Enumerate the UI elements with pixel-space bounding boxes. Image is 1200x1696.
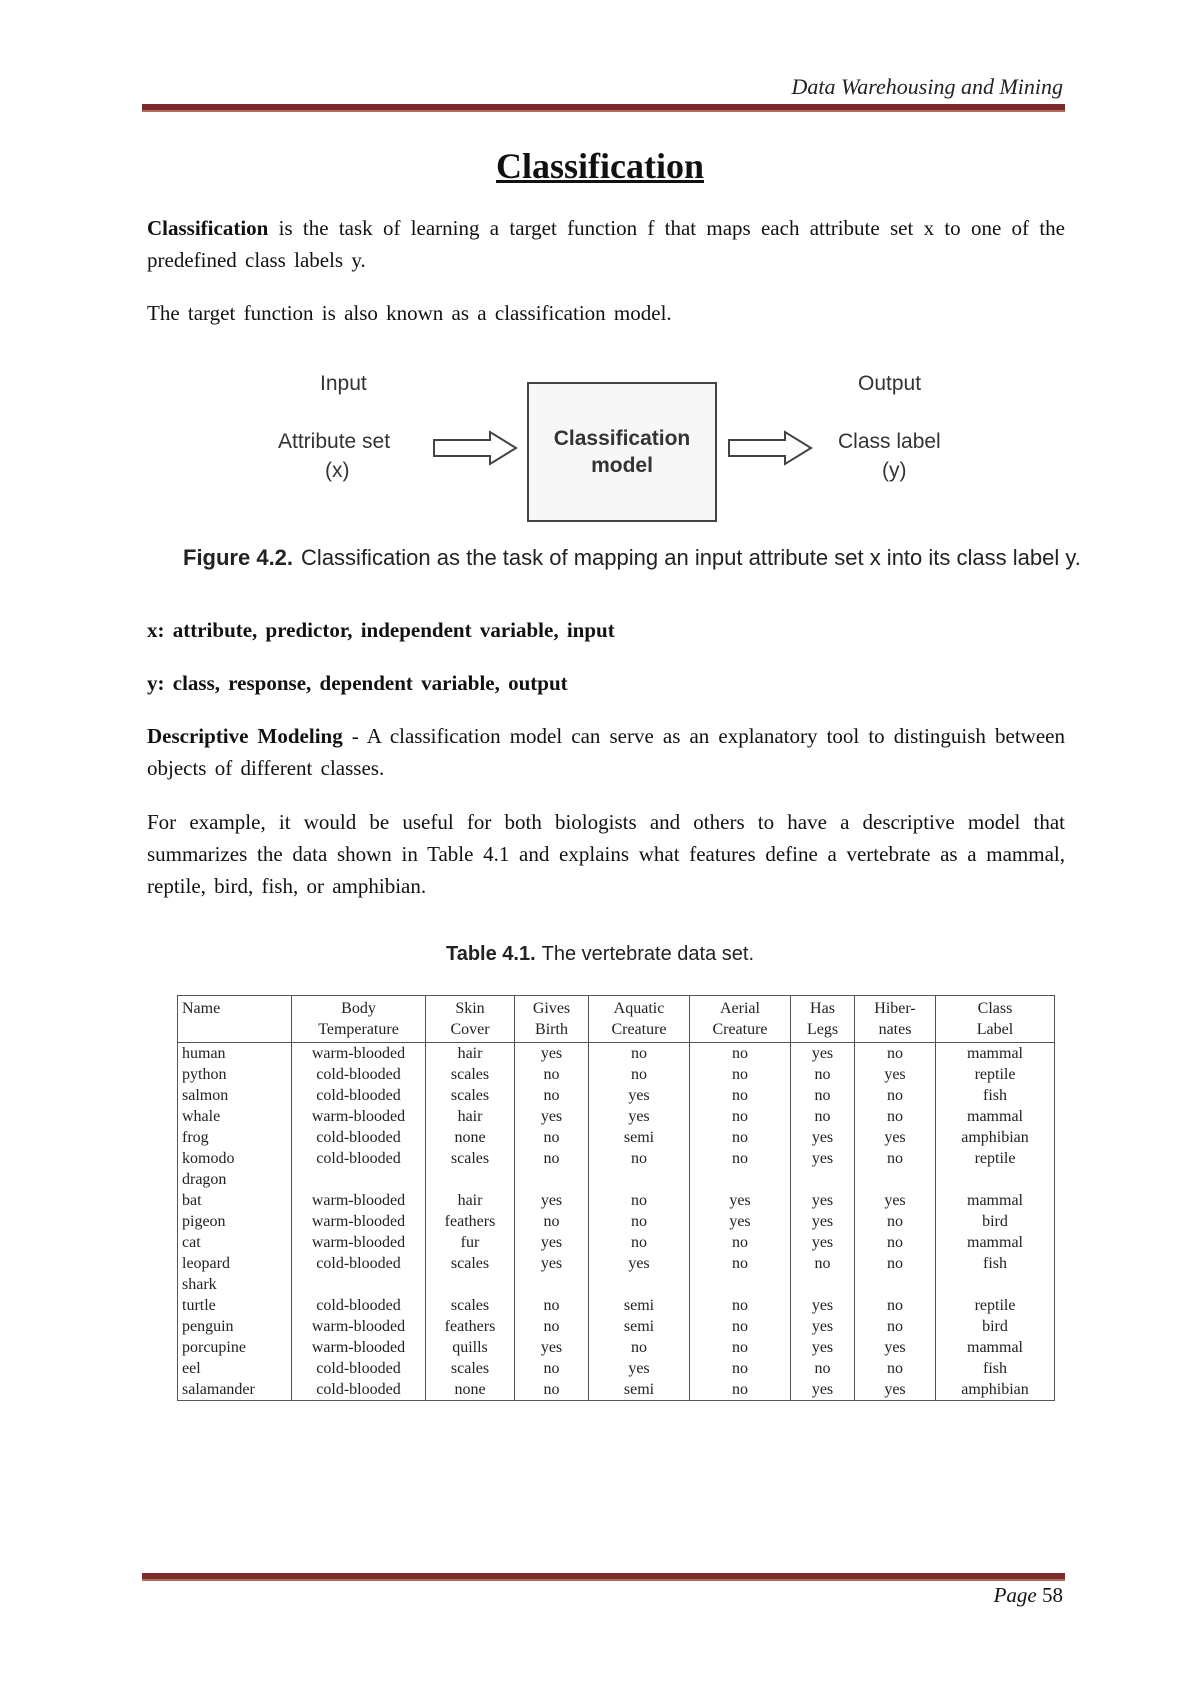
table-cell [936,1169,1055,1190]
table-cell: scales [426,1295,515,1316]
table-cell: no [690,1148,791,1169]
term-descriptive-modeling: Descriptive Modeling [147,724,343,748]
table-cell: yes [589,1358,690,1379]
table-cell: yes [589,1253,690,1274]
output-heading: Output [858,372,922,395]
table-cell: fish [936,1085,1055,1106]
table-row [178,1211,1055,1232]
header-gives-birth [515,996,589,1043]
table-cell: penguin [178,1316,292,1337]
table-cell: no [589,1148,690,1169]
table-cell: dragon [178,1169,292,1190]
table-cell: cold-blooded [292,1358,426,1379]
table-cell: no [690,1106,791,1127]
table-cell: no [515,1085,589,1106]
table-cell: warm-blooded [292,1043,426,1065]
table-body [178,1043,1055,1401]
definition-text: is the task of learning a target function f that maps each attribute set x to one of the predefined class labels y. [147,216,1065,272]
table-cell: semi [589,1295,690,1316]
header-aquatic-creature [589,996,690,1043]
x-definition: x: attribute, predictor, independent variable, input [147,618,615,642]
descriptive-modeling-text: - A classification model can serve as an explanatory tool to distinguish between objects of different classes. [147,724,1065,780]
term-classification: Classification [147,216,269,240]
table-cell: warm-blooded [292,1211,426,1232]
table-cell: quills [426,1337,515,1358]
table-cell: reptile [936,1295,1055,1316]
table-cell: no [690,1337,791,1358]
table-cell: no [589,1337,690,1358]
model-label-line1: Classification [553,427,691,450]
running-header: Data Warehousing and Mining [791,74,1063,99]
output-arrow-icon [727,428,815,468]
table-cell: yes [515,1043,589,1065]
table-cell: no [791,1253,855,1274]
table-cell: no [690,1316,791,1337]
output-label-line1: Class label [838,430,941,453]
table-row [178,1316,1055,1337]
input-arrow-icon [432,428,520,468]
table-cell: none [426,1127,515,1148]
table-cell: scales [426,1064,515,1085]
table-cell: yes [515,1106,589,1127]
table-cell: no [515,1127,589,1148]
table-cell: yes [855,1379,936,1401]
table-cell: no [589,1064,690,1085]
page-word: Page [993,1583,1037,1607]
table-cell: amphibian [936,1379,1055,1401]
header-line: Aquatic [613,1000,665,1017]
table-number: Table 4.1. [445,943,536,965]
table-cell [791,1274,855,1295]
table-cell [426,1274,515,1295]
table-row [178,1295,1055,1316]
table-cell: python [178,1064,292,1085]
table-cell: no [690,1295,791,1316]
table-cell: yes [589,1106,690,1127]
vertebrate-table [177,995,1055,1401]
table-cell: no [690,1379,791,1401]
table-cell: yes [515,1253,589,1274]
table-cell: no [855,1232,936,1253]
table-row [178,1190,1055,1211]
table-cell: scales [426,1253,515,1274]
table-cell: warm-blooded [292,1106,426,1127]
table-cell: porcupine [178,1337,292,1358]
table-cell: reptile [936,1064,1055,1085]
table-cell: leopard [178,1253,292,1274]
header-line: Temperature [318,1021,399,1038]
table-cell: cold-blooded [292,1253,426,1274]
page-title: Classification [495,146,704,186]
table-cell: frog [178,1127,292,1148]
table-cell: yes [791,1295,855,1316]
table-cell: mammal [936,1337,1055,1358]
table-cell: yes [515,1337,589,1358]
input-label-line1: Attribute set [278,430,391,453]
table-cell [690,1274,791,1295]
table-cell: no [855,1106,936,1127]
table-cell: no [690,1085,791,1106]
table-row [178,1148,1055,1169]
table-cell: no [690,1043,791,1065]
table-cell: salamander [178,1379,292,1401]
header-line: Creature [611,1021,667,1038]
table-cell: no [589,1232,690,1253]
table-cell: mammal [936,1190,1055,1211]
table-cell: feathers [426,1316,515,1337]
table-cell: hair [426,1043,515,1065]
table-cell: feathers [426,1211,515,1232]
input-label-line2: (x) [325,459,350,482]
table-cell: yes [791,1148,855,1169]
table-cell: no [515,1064,589,1085]
table-row [178,1064,1055,1085]
y-definition: y: class, response, dependent variable, output [147,671,568,695]
table-caption-text: The vertebrate data set. [541,943,754,965]
table-cell: no [515,1148,589,1169]
table-cell: eel [178,1358,292,1379]
table-cell: fur [426,1232,515,1253]
table-cell: no [855,1043,936,1065]
table-cell: no [855,1148,936,1169]
header-line: nates [878,1021,912,1038]
table-cell: no [690,1253,791,1274]
table-cell: no [690,1127,791,1148]
header-has-legs [791,996,855,1043]
table-cell: mammal [936,1232,1055,1253]
classification-figure [175,360,1081,590]
table-cell: no [791,1106,855,1127]
example-paragraph: For example, it would be useful for both biologists and others to have a descriptive model that summarizes the data shown in Table 4.1 and explains what features define a vertebrate as a mammal, reptile, bird, fish, or amphibian. [147,810,1065,898]
table-cell: yes [855,1127,936,1148]
table-cell: yes [791,1043,855,1065]
table-cell: yes [690,1211,791,1232]
table-cell: cold-blooded [292,1295,426,1316]
table-row [178,1337,1055,1358]
header-line: Birth [535,1021,568,1038]
page-number-value: 58 [1042,1583,1063,1607]
table-row [178,1127,1055,1148]
table-cell [292,1169,426,1190]
table-cell [589,1169,690,1190]
table-row [178,1232,1055,1253]
table-cell: yes [791,1232,855,1253]
table-cell: no [855,1253,936,1274]
header-line: Gives [532,1000,571,1017]
table-cell: no [791,1358,855,1379]
table-cell: yes [791,1316,855,1337]
table-cell: whale [178,1106,292,1127]
table-caption [0,943,1200,966]
table-row [178,1085,1055,1106]
table-cell [515,1169,589,1190]
table-cell: mammal [936,1106,1055,1127]
table-cell: no [515,1295,589,1316]
table-cell: no [515,1358,589,1379]
header-skin-cover [426,996,515,1043]
table-cell: fish [936,1253,1055,1274]
table-cell: bird [936,1316,1055,1337]
table-cell: semi [589,1379,690,1401]
table-cell: scales [426,1358,515,1379]
table-cell: yes [515,1190,589,1211]
table-cell: no [589,1043,690,1065]
table-cell: cold-blooded [292,1379,426,1401]
table-cell: semi [589,1127,690,1148]
table-cell: no [515,1316,589,1337]
table-row [178,1379,1055,1401]
header-hibernates [855,996,936,1043]
table-cell [515,1274,589,1295]
input-heading: Input [320,372,367,395]
table-cell: shark [178,1274,292,1295]
table-cell [690,1169,791,1190]
table-cell: human [178,1043,292,1065]
table-cell: no [855,1316,936,1337]
table-cell [589,1274,690,1295]
table-cell: bat [178,1190,292,1211]
table-cell: yes [855,1337,936,1358]
figure-number: Figure 4.2. [183,545,294,570]
table-cell: no [690,1064,791,1085]
table-cell: scales [426,1085,515,1106]
table-cell: hair [426,1190,515,1211]
descriptive-modeling-paragraph [147,720,1065,784]
header-line: Class [977,1000,1013,1017]
table-cell: mammal [936,1043,1055,1065]
table-cell: fish [936,1358,1055,1379]
header-line: Body [341,1000,376,1017]
table-cell: salmon [178,1085,292,1106]
table-cell: komodo [178,1148,292,1169]
table-row [178,1253,1055,1274]
header-body-temperature [292,996,426,1043]
table-cell: pigeon [178,1211,292,1232]
header-line: Has [810,1000,835,1017]
table-cell: yes [791,1379,855,1401]
page-number [994,1583,1063,1608]
table-cell: cat [178,1232,292,1253]
table-cell: none [426,1379,515,1401]
table-cell: hair [426,1106,515,1127]
header-rule [142,104,1065,112]
table-cell: warm-blooded [292,1337,426,1358]
table-cell: warm-blooded [292,1190,426,1211]
table-cell: warm-blooded [292,1232,426,1253]
header-line: Hiber- [874,1000,916,1017]
table-row [178,1274,1055,1295]
table-cell: semi [589,1316,690,1337]
table-cell: no [589,1190,690,1211]
table-cell [936,1274,1055,1295]
table-header-row [178,996,1055,1043]
table-cell: cold-blooded [292,1148,426,1169]
table-cell: yes [791,1127,855,1148]
table-cell [791,1169,855,1190]
table-cell: bird [936,1211,1055,1232]
table-cell: turtle [178,1295,292,1316]
table-row [178,1169,1055,1190]
header-line: Aerial [720,1000,760,1017]
target-function-paragraph: The target function is also known as a classification model. [147,301,672,325]
table-cell [426,1169,515,1190]
table-row [178,1358,1055,1379]
table-cell: yes [791,1337,855,1358]
table-cell: yes [690,1190,791,1211]
table-cell: no [855,1358,936,1379]
header-line: Skin [455,1000,485,1017]
table-row [178,1043,1055,1065]
footer-rule [142,1573,1065,1581]
table-cell [855,1274,936,1295]
header-line: Legs [806,1021,839,1038]
table-cell: yes [515,1232,589,1253]
table-cell: reptile [936,1148,1055,1169]
table-cell: no [690,1232,791,1253]
classification-model-box [527,382,717,522]
table-cell: cold-blooded [292,1085,426,1106]
table-cell: yes [855,1190,936,1211]
table-cell: no [515,1211,589,1232]
table-cell: scales [426,1148,515,1169]
figure-caption-text: Classification as the task of mapping an input attribute set x into its class label y. [301,545,1081,570]
table-cell [292,1274,426,1295]
table-cell: cold-blooded [292,1127,426,1148]
header-aerial-creature [690,996,791,1043]
header-line: Creature [712,1021,768,1038]
table-cell: yes [791,1211,855,1232]
table-cell [855,1169,936,1190]
output-label-line2: (y) [882,459,907,482]
table-cell: yes [855,1064,936,1085]
table-cell: cold-blooded [292,1064,426,1085]
model-label-line2: model [591,454,653,477]
definition-paragraph [147,212,1065,276]
figure-caption [183,545,1081,571]
table-cell: no [855,1085,936,1106]
table-cell: no [690,1358,791,1379]
header-class-label [936,996,1055,1043]
table-cell: no [515,1379,589,1401]
header-line: Cover [450,1021,490,1038]
table-cell: no [855,1295,936,1316]
table-cell: no [791,1085,855,1106]
table-row [178,1106,1055,1127]
table-cell: no [791,1064,855,1085]
table-cell: no [855,1211,936,1232]
header-line: Label [976,1021,1014,1038]
table-cell: yes [589,1085,690,1106]
table-cell: no [589,1211,690,1232]
header-name [178,996,292,1043]
table-cell: yes [791,1190,855,1211]
table-cell: warm-blooded [292,1316,426,1337]
table-cell: amphibian [936,1127,1055,1148]
header-line: Name [182,1000,221,1017]
